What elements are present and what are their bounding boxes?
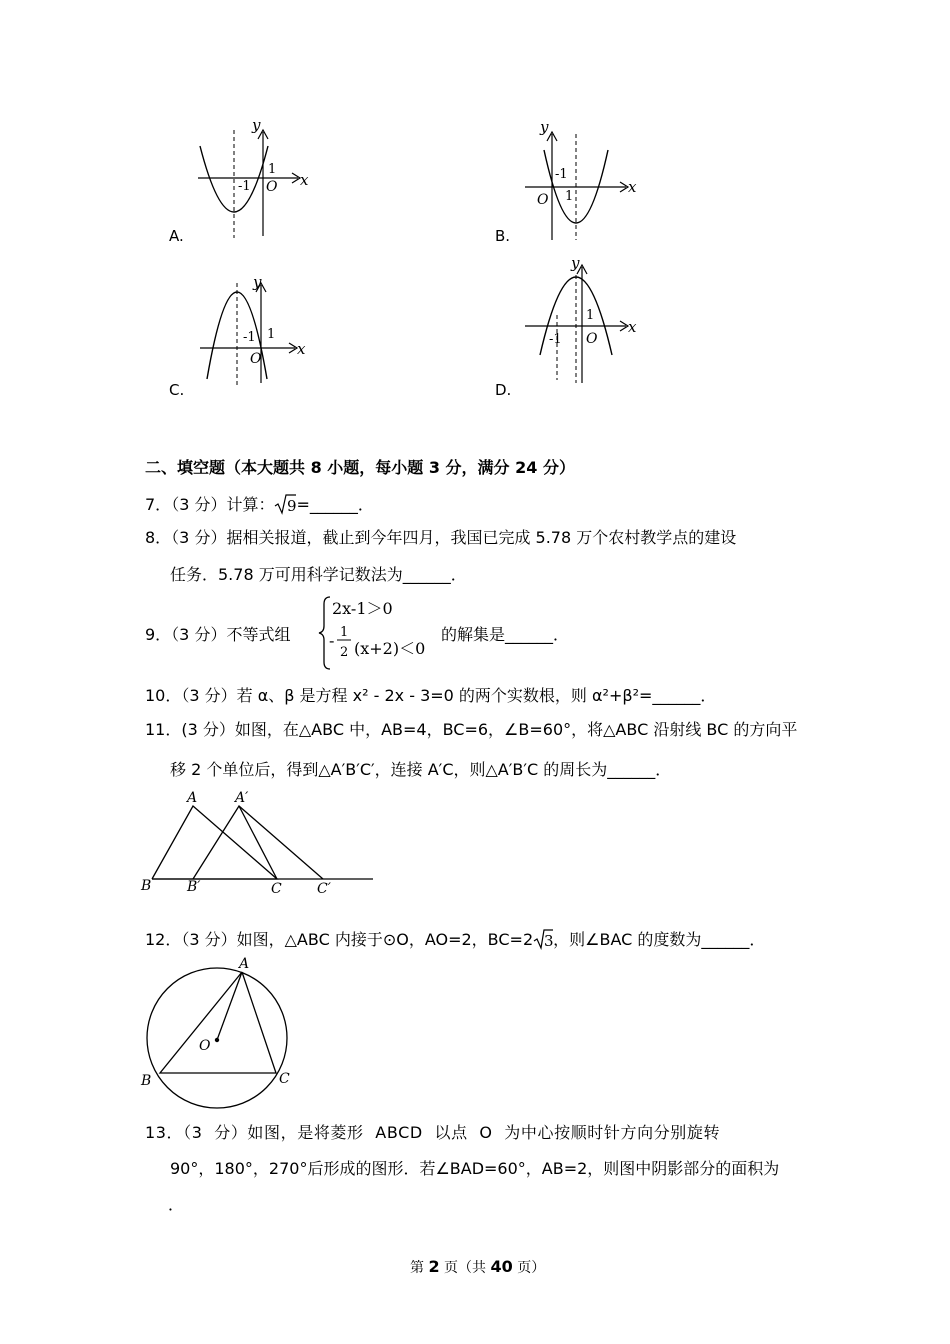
q7-score: （3 分）计算： xyxy=(171,495,275,514)
svg-text:B′: B′ xyxy=(187,879,201,895)
footer-middle: 页（共 xyxy=(439,1260,491,1276)
svg-text:O: O xyxy=(537,192,549,208)
svg-text:9: 9 xyxy=(287,497,297,515)
svg-text:-1: -1 xyxy=(555,167,568,182)
q7-number: 7． xyxy=(145,495,172,514)
svg-text:O: O xyxy=(586,331,598,347)
svg-text:2x-1＞0: 2x-1＞0 xyxy=(332,599,393,618)
svg-text:O: O xyxy=(250,351,262,367)
svg-text:A: A xyxy=(239,956,250,972)
svg-text:-1: -1 xyxy=(238,179,251,194)
graph-b xyxy=(520,120,650,245)
svg-text:y: y xyxy=(252,118,261,134)
question-9-lead: 9．（3 分）不等式组 xyxy=(145,625,291,644)
svg-text:C′: C′ xyxy=(317,881,331,897)
inequality-system xyxy=(318,594,442,672)
section-title: 二、填空题（本大题共 8 小题，每小题 3 分，满分 24 分） xyxy=(145,458,575,477)
svg-text:A′: A′ xyxy=(235,790,249,806)
svg-text:1: 1 xyxy=(565,189,574,204)
question-13-line2: 90°，180°，270°后形成的图形．若∠BAD=60°，AB=2，则图中阴影部分的面积为 xyxy=(170,1159,780,1178)
option-c-label: C. xyxy=(169,381,185,399)
page-footer xyxy=(410,1257,545,1277)
question-13-line1: 13．（3 分）如图，是将菱形 ABCD 以点 O 为中心按顺时针方向分别旋转 xyxy=(145,1123,721,1142)
svg-text:A: A xyxy=(187,790,198,806)
sqrt-sign-icon xyxy=(533,928,553,950)
question-9-tail: 的解集是______． xyxy=(441,625,570,644)
question-11-line2: 移 2 个单位后，得到△A′B′C′，连接 A′C，则△A′B′C 的周长为______． xyxy=(170,760,672,779)
svg-text:2: 2 xyxy=(340,645,349,660)
svg-text:1: 1 xyxy=(267,327,276,342)
svg-text:y: y xyxy=(571,255,580,272)
question-8-line1: 8．（3 分）据相关报道，截止到今年四月，我国已完成 5.78 万个农村教学点的建设 xyxy=(145,528,737,547)
question-13-line3: ． xyxy=(168,1195,185,1214)
svg-text:(x+2)＜0: (x+2)＜0 xyxy=(354,639,426,658)
option-d-label: D. xyxy=(495,381,512,399)
page-number: 2 xyxy=(428,1257,440,1276)
svg-text:C: C xyxy=(271,881,282,897)
svg-text:x: x xyxy=(297,340,306,358)
svg-text:-1: -1 xyxy=(549,332,562,347)
question-11-line1: 11．(3 分）如图，在△ABC 中，AB=4，BC=6，∠B=60°，将△ABC 沿射线 BC 的方向平 xyxy=(145,720,798,739)
total-pages: 40 xyxy=(490,1257,513,1276)
svg-text:y: y xyxy=(540,120,549,136)
svg-text:y: y xyxy=(253,275,262,291)
svg-text:x: x xyxy=(628,178,637,196)
option-b-label: B. xyxy=(495,227,511,245)
figure-11-translation xyxy=(137,785,382,900)
svg-text:-1: -1 xyxy=(243,330,256,345)
svg-text:1: 1 xyxy=(268,162,277,177)
svg-text:O: O xyxy=(199,1038,211,1054)
graph-a xyxy=(190,118,320,243)
sqrt-sign-icon xyxy=(274,493,296,515)
svg-text:O: O xyxy=(266,179,278,195)
svg-text:1: 1 xyxy=(586,308,595,323)
option-a-label: A. xyxy=(169,227,184,245)
svg-text:B: B xyxy=(141,1073,152,1089)
q12-lead: 12．（3 分）如图，△ABC 内接于⊙O，AO=2，BC=2 xyxy=(145,930,534,949)
svg-text:B: B xyxy=(141,878,152,894)
graph-c xyxy=(195,275,320,390)
figure-12-circle xyxy=(138,955,298,1115)
svg-text:C: C xyxy=(279,1071,290,1087)
question-7 xyxy=(145,493,374,515)
graph-d xyxy=(520,255,650,385)
svg-text:x: x xyxy=(300,171,309,189)
q12-tail: ，则∠BAC 的度数为______． xyxy=(553,930,766,949)
footer-prefix: 第 xyxy=(410,1260,429,1276)
question-10: 10．（3 分）若 α、β 是方程 x² - 2x - 3=0 的两个实数根，则 α²+β²=______． xyxy=(145,686,717,705)
q7-tail: =______． xyxy=(296,495,374,514)
svg-text:x: x xyxy=(628,318,637,336)
question-12 xyxy=(145,928,765,950)
svg-text:3: 3 xyxy=(544,932,554,950)
svg-text:1: 1 xyxy=(340,625,349,640)
svg-text:-: - xyxy=(329,631,335,650)
footer-suffix: 页） xyxy=(512,1260,546,1276)
question-8-line2: 任务．5.78 万可用科学记数法为______． xyxy=(170,565,467,584)
